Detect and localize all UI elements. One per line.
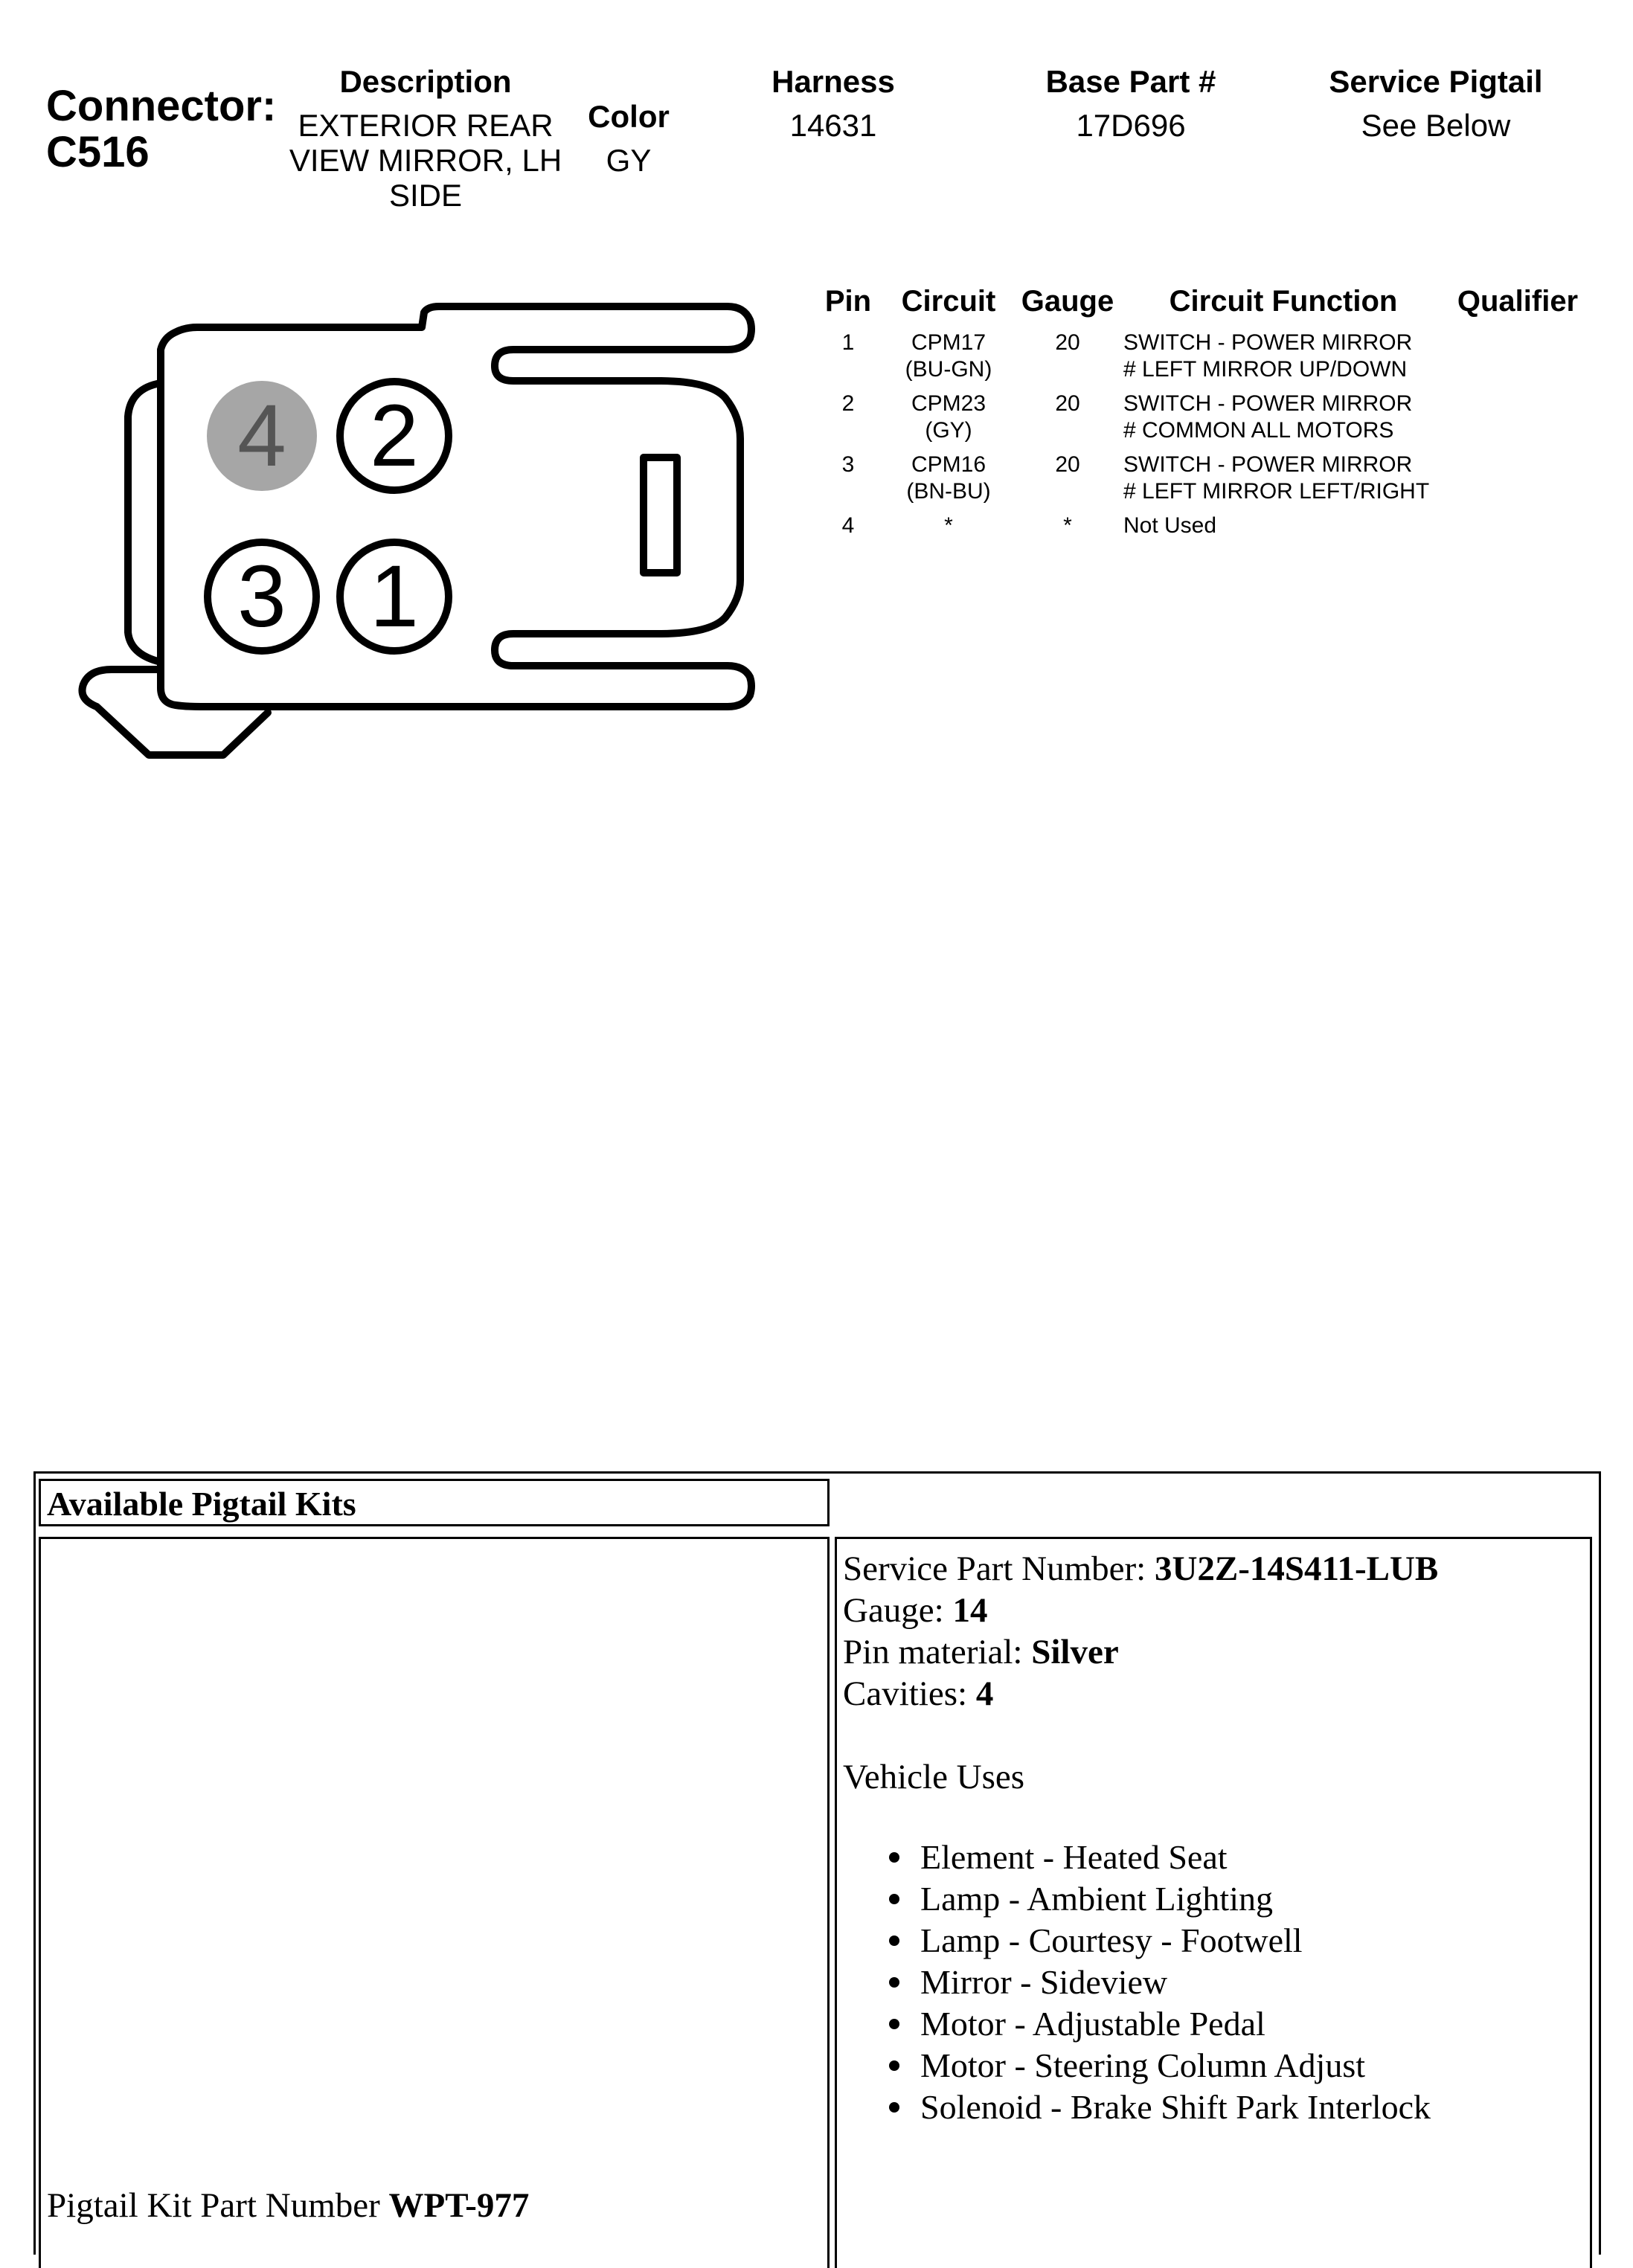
col-header-circuit: Circuit xyxy=(901,285,996,318)
description-line: EXTERIOR REAR xyxy=(298,108,554,143)
pigtail-kits-title: Available Pigtail Kits xyxy=(47,1485,356,1523)
connector-label: Connector: xyxy=(46,82,277,130)
base-part-header: Base Part # xyxy=(1045,64,1216,99)
pigtail-specs xyxy=(843,1548,1438,1798)
function-detail: # COMMON ALL MOTORS xyxy=(1123,418,1394,443)
connector-face-diagram xyxy=(71,294,763,777)
function-cell xyxy=(1123,330,1451,383)
color-header: Color xyxy=(588,99,670,134)
bullet-icon xyxy=(889,2102,899,2113)
gauge-cell: * xyxy=(1063,513,1072,538)
col-header-gauge: Gauge xyxy=(1021,285,1114,318)
function-text: SWITCH - POWER MIRROR xyxy=(1123,452,1413,477)
function-detail: # LEFT MIRROR LEFT/RIGHT xyxy=(1123,479,1430,504)
list-item xyxy=(889,1962,1431,2003)
list-item-text: Element - Heated Seat xyxy=(920,1838,1228,1876)
harness-value: 14631 xyxy=(789,108,877,143)
list-item xyxy=(889,2087,1431,2128)
circuit-id: CPM23 xyxy=(911,391,986,416)
circuit-cell xyxy=(889,391,1008,444)
description-line: SIDE xyxy=(388,178,463,213)
pin-material-spec xyxy=(843,1631,1438,1673)
pin-material-value: Silver xyxy=(1031,1633,1119,1671)
function-cell xyxy=(1123,452,1451,505)
service-part-number xyxy=(843,1548,1438,1590)
pigtail-title-cell xyxy=(39,1479,830,1526)
list-item-text: Lamp - Courtesy - Footwell xyxy=(920,1921,1303,1959)
kit-part-label: Pigtail Kit Part Number xyxy=(47,2186,389,2225)
list-item xyxy=(889,1920,1431,1962)
circuit-cell: * xyxy=(944,513,953,538)
connector-id: C516 xyxy=(46,128,150,176)
bullet-icon xyxy=(889,1935,899,1946)
list-item xyxy=(889,1837,1431,1878)
base-part-value: 17D696 xyxy=(1076,108,1186,143)
list-item-text: Motor - Adjustable Pedal xyxy=(920,2005,1265,2043)
service-part-label: Service Part Number: xyxy=(843,1549,1155,1588)
pin-cell: 4 xyxy=(841,513,855,538)
list-item-text: Motor - Steering Column Adjust xyxy=(920,2046,1365,2084)
circuit-id: CPM17 xyxy=(911,330,986,355)
cavities-value: 4 xyxy=(975,1674,994,1713)
bullet-icon xyxy=(889,2060,899,2071)
gauge-value: 14 xyxy=(952,1591,988,1630)
pin-3-label: 3 xyxy=(237,547,286,646)
col-header-pin: Pin xyxy=(824,285,872,318)
bullet-icon xyxy=(889,1852,899,1863)
cavities-label: Cavities: xyxy=(843,1674,976,1713)
description-value xyxy=(277,108,574,213)
harness-header: Harness xyxy=(771,64,895,99)
gauge-cell: 20 xyxy=(1055,391,1080,416)
description-header: Description xyxy=(339,64,512,99)
list-item-text: Lamp - Ambient Lighting xyxy=(920,1880,1273,1918)
cavities-spec xyxy=(843,1673,1438,1715)
list-item xyxy=(889,2045,1431,2087)
description-line: VIEW MIRROR, LH xyxy=(289,143,562,178)
vehicle-uses-heading: Vehicle Uses xyxy=(843,1758,1025,1796)
circuit-cell xyxy=(889,452,1008,505)
color-value: GY xyxy=(606,143,652,178)
col-header-circuit-function: Circuit Function xyxy=(1169,285,1398,318)
bullet-icon xyxy=(889,2019,899,2029)
list-item-text: Mirror - Sideview xyxy=(920,1963,1168,2001)
pin-material-label: Pin material: xyxy=(843,1633,1032,1671)
circuit-color: (BN-BU) xyxy=(906,479,991,504)
service-pigtail-value: See Below xyxy=(1361,108,1511,143)
kit-part-value: WPT-977 xyxy=(388,2186,530,2225)
circuit-color: (BU-GN) xyxy=(905,357,992,382)
pin-cell: 3 xyxy=(841,452,855,477)
pigtail-spec-cell xyxy=(835,1537,1592,2268)
pin-4-label: 4 xyxy=(237,387,286,485)
function-cell: Not Used xyxy=(1123,513,1217,538)
list-item xyxy=(889,2003,1431,2045)
bullet-icon xyxy=(889,1977,899,1988)
service-pigtail-header: Service Pigtail xyxy=(1329,64,1543,99)
gauge-label: Gauge: xyxy=(843,1591,953,1630)
circuit-id: CPM16 xyxy=(911,452,986,477)
function-detail: # LEFT MIRROR UP/DOWN xyxy=(1123,357,1408,382)
pigtail-kit-part-number xyxy=(47,2185,529,2226)
pin-1-label: 1 xyxy=(370,547,419,646)
function-cell xyxy=(1123,391,1451,444)
col-header-qualifier: Qualifier xyxy=(1457,285,1579,318)
service-part-value: 3U2Z-14S411-LUB xyxy=(1154,1549,1439,1588)
list-item xyxy=(889,1878,1431,1920)
connector-heading xyxy=(46,83,276,176)
gauge-cell: 20 xyxy=(1055,330,1080,355)
gauge-spec xyxy=(843,1590,1438,1631)
pin-2-label: 2 xyxy=(370,387,419,485)
vehicle-uses-list xyxy=(889,1837,1431,2128)
pin-cavities xyxy=(207,381,449,651)
connector-housing-outline xyxy=(82,306,751,755)
circuit-cell xyxy=(889,330,1008,383)
list-item-text: Solenoid - Brake Shift Park Interlock xyxy=(920,2088,1431,2126)
gauge-cell: 20 xyxy=(1055,452,1080,477)
circuit-color: (GY) xyxy=(925,418,972,443)
pin-cell: 2 xyxy=(841,391,855,416)
function-text: SWITCH - POWER MIRROR xyxy=(1123,330,1413,355)
pigtail-kit-image-cell xyxy=(39,1537,830,2268)
pin-cell: 1 xyxy=(841,330,855,355)
function-text: SWITCH - POWER MIRROR xyxy=(1123,391,1413,416)
bullet-icon xyxy=(889,1894,899,1904)
